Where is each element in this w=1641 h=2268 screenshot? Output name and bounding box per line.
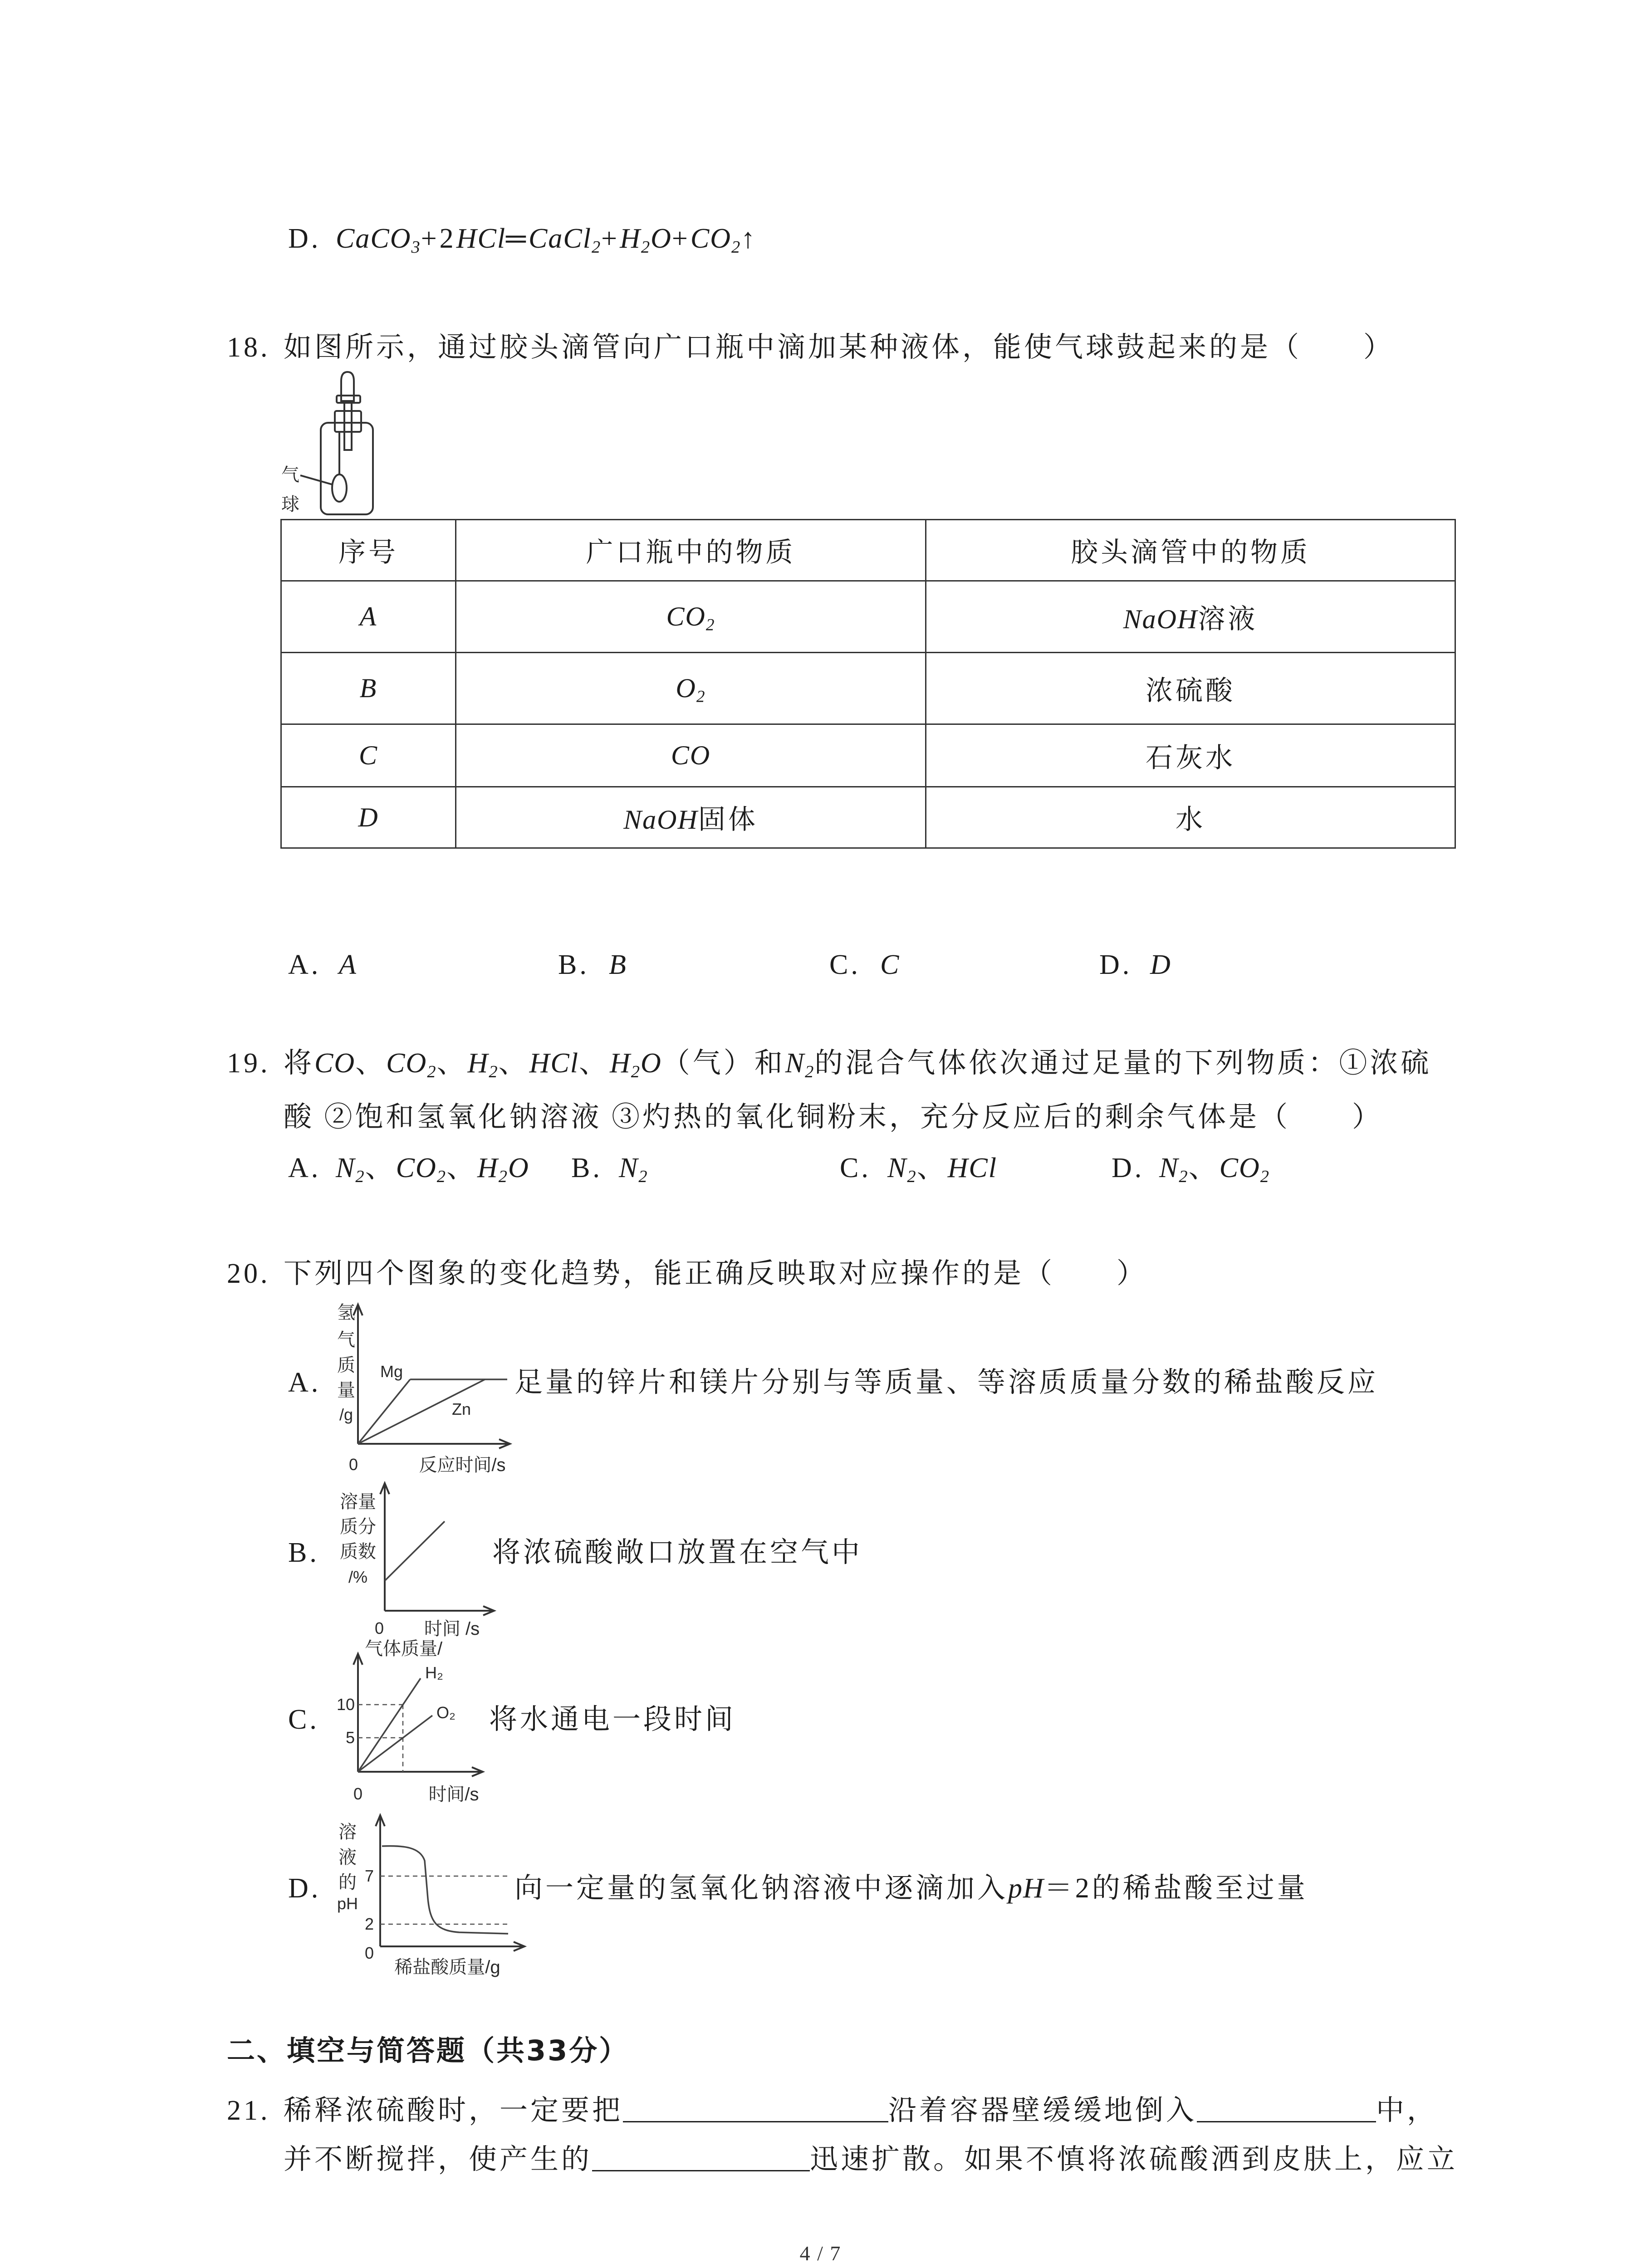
y-tick-label: 5 (345, 1728, 355, 1747)
dropper-tube (344, 403, 352, 450)
table-cell: A (281, 581, 456, 653)
q20-option-d-label: D. (288, 1873, 321, 1904)
table-cell: 水 (926, 787, 1455, 848)
q18-option-d (1099, 947, 1171, 983)
y-tick-label: 2 (364, 1915, 374, 1933)
y-axis-label: 气体质量/ (365, 1639, 443, 1659)
x-axis-label: 时间 /s (424, 1619, 480, 1639)
x-axis-label: 时间/s (428, 1784, 479, 1804)
option-text: B (609, 949, 627, 980)
mg-line (358, 1379, 410, 1444)
q18-option-a (288, 947, 357, 983)
q20-option-a-label: A. (288, 1367, 321, 1398)
q21-text: 迅速扩散。如果不慎将浓硫酸洒到皮肤上，应立 (810, 2144, 1458, 2175)
graph-b (318, 1474, 499, 1640)
q19-stem-line2: 酸 ②饱和氢氧化钠溶液 ③灼热的氧化铜粉末，充分反应后的剩余气体是（ ） (284, 1102, 1383, 1133)
y-axis-label: 质 (337, 1355, 355, 1375)
q20-option-c-text: 将水通电一段时间 (489, 1704, 736, 1735)
q20-stem: 下列四个图象的变化趋势，能正确反映取对应操作的是（ ） (284, 1258, 1148, 1289)
table-cell: NaOH固体 (456, 787, 926, 848)
y-axis-label: pH (337, 1894, 358, 1913)
origin-label: 0 (348, 1455, 358, 1474)
graph-d (313, 1805, 531, 1982)
y-axis-label: 气 (337, 1330, 355, 1350)
q19-stem-line1: 将CO、$CO_2$、$H_2$、HCl、$H_2O$（气）和$N_2$的混合气体依次通过足量的下列物质：①浓硫 (284, 1048, 1432, 1081)
q20-option-b-label: B. (288, 1537, 319, 1568)
q19-number: 19. (227, 1048, 270, 1079)
option-text: $N_2$、$CO_2$、$H_2O$ (336, 1153, 529, 1186)
table-row (281, 581, 1455, 653)
q19-option-d (1112, 1150, 1270, 1186)
q21-text: 中， (1376, 2095, 1438, 2126)
y-tick-label: 10 (336, 1695, 355, 1714)
q20-option-a-text: 足量的锌片和镁片分别与等质量、等溶质质量分数的稀盐酸反应 (514, 1367, 1379, 1398)
table-row (281, 724, 1455, 787)
option-text: $N_2$ (619, 1153, 648, 1186)
table-cell: 浓硫酸 (926, 653, 1455, 724)
option-label: B. (558, 949, 589, 980)
y-axis-label: /g (339, 1405, 353, 1424)
q20-number: 20. (227, 1258, 270, 1289)
table-cell: $CO_2$ (456, 581, 926, 653)
answer-blank (592, 2142, 810, 2171)
q20-option-b-text: 将浓硫酸敞口放置在空气中 (492, 1537, 863, 1568)
table-cell: B (281, 653, 456, 724)
y-axis-label: 质分 (340, 1517, 376, 1537)
ph-curve (382, 1846, 508, 1934)
chemical-equation: $CaCO_3+2HCl═CaCl_2+H_2O+CO_2↑$ (336, 223, 758, 257)
table-cell: D (281, 787, 456, 848)
option-label: D. (1112, 1153, 1145, 1183)
q20-option-d-text: 向一定量的氢氧化钠溶液中逐滴加入pH＝2的稀盐酸至过量 (514, 1873, 1308, 1904)
option-text: $N_2$、HCl (887, 1153, 997, 1186)
q19-option-a (288, 1150, 529, 1186)
q18-stem: 如图所示，通过胶头滴管向广口瓶中滴加某种液体，能使气球鼓起来的是（ ） (284, 332, 1395, 363)
x-axis-label: 反应时间/s (419, 1455, 506, 1475)
bottle-stopper (335, 411, 361, 432)
q20-option-c-label: C. (288, 1704, 319, 1735)
q17-option-d (288, 220, 758, 257)
q21-text: 稀释浓硫酸时，一定要把 (284, 2095, 623, 2126)
series-label-zn: Zn (452, 1400, 471, 1418)
series-label-mg: Mg (380, 1362, 403, 1381)
table-row (281, 653, 1455, 724)
balloon-pointer (300, 475, 332, 484)
dropper-bottle-figure (272, 367, 381, 522)
option-label: D. (288, 223, 321, 254)
q21-line1 (284, 2092, 1438, 2129)
y-axis-label: 氢 (337, 1303, 355, 1323)
section-heading: 二、填空与简答题（共33分） (227, 2034, 629, 2067)
y-axis-label: 溶量 (340, 1492, 376, 1512)
q21-text: 并不断搅拌，使产生的 (284, 2144, 593, 2175)
option-text: A (339, 949, 357, 980)
q19-option-b (571, 1150, 648, 1186)
balloon-label-line1: 气 (281, 465, 299, 485)
q21-number: 21. (227, 2095, 270, 2126)
q19-option-c (840, 1150, 997, 1186)
page-number: 4 / 7 (799, 2242, 842, 2265)
table-cell: NaOH溶液 (926, 581, 1455, 653)
q18-option-c (829, 947, 900, 983)
graph-a (318, 1293, 517, 1479)
table-header-row (281, 520, 1455, 581)
y-axis-label: /% (348, 1568, 368, 1586)
y-axis-label: 的 (338, 1872, 357, 1892)
table-row (281, 787, 1455, 848)
concentration-line (385, 1521, 445, 1581)
origin-label: 0 (353, 1784, 363, 1803)
table-cell: CO (456, 724, 926, 787)
o2-line (358, 1716, 432, 1772)
table-header-cell: 广口瓶中的物质 (456, 520, 926, 581)
y-axis-label: 质数 (340, 1542, 376, 1562)
balloon-label-line2: 球 (281, 494, 299, 514)
q18-number: 18. (227, 332, 270, 363)
answer-blank (623, 2093, 888, 2122)
balloon (332, 474, 347, 502)
option-label: C. (829, 949, 861, 980)
graph-c (318, 1633, 490, 1805)
series-label-h2: H₂ (425, 1663, 443, 1682)
option-text: C (880, 949, 900, 980)
dropper-bulb (341, 372, 354, 401)
q18-table (280, 519, 1456, 849)
table-cell: C (281, 724, 456, 787)
option-label: A. (288, 1153, 321, 1183)
table-cell: $O_2$ (456, 653, 926, 724)
option-label: A. (288, 949, 321, 980)
table-header-cell: 序号 (281, 520, 456, 581)
option-label: B. (571, 1153, 603, 1183)
q21-text: 沿着容器壁缓缓地倒入 (888, 2095, 1197, 2126)
table-header-cell: 胶头滴管中的物质 (926, 520, 1455, 581)
answer-blank (1197, 2093, 1376, 2122)
origin-label: 0 (364, 1944, 374, 1962)
y-axis-label: 液 (338, 1848, 357, 1867)
series-label-o2: O₂ (436, 1703, 456, 1722)
y-axis-label: 量 (337, 1380, 355, 1400)
y-tick-label: 7 (364, 1867, 374, 1885)
table-cell: 石灰水 (926, 724, 1455, 787)
option-label: C. (840, 1153, 871, 1183)
origin-label: 0 (374, 1619, 384, 1637)
q18-option-b (558, 947, 627, 983)
wide-mouth-bottle (321, 423, 373, 514)
x-axis-label: 稀盐酸质量/g (394, 1957, 500, 1977)
h2-line (358, 1678, 421, 1772)
q21-line2 (284, 2141, 1458, 2178)
option-text: $N_2$、$CO_2$ (1159, 1153, 1270, 1186)
y-axis-label: 溶 (338, 1822, 357, 1842)
option-text: D (1150, 949, 1171, 980)
option-label: D. (1099, 949, 1132, 980)
